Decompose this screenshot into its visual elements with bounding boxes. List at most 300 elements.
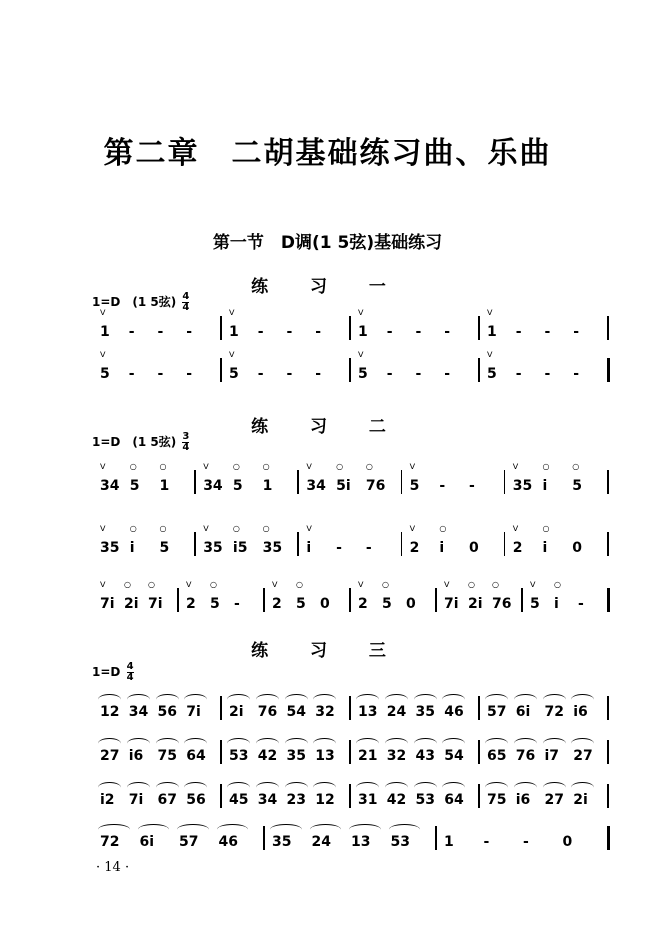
measure <box>178 580 264 620</box>
measure <box>92 462 195 502</box>
bowing-mark-icon: ○ <box>159 524 167 533</box>
bowing-mark-icon: ᐯ <box>186 580 192 589</box>
note-group: - <box>469 478 475 494</box>
note-group: - <box>157 324 164 340</box>
slur-mark <box>184 738 207 749</box>
key-signature <box>92 292 189 313</box>
note-group: - <box>444 366 451 382</box>
note-group: 54 <box>444 748 464 764</box>
measure <box>221 692 350 728</box>
slur-mark <box>356 738 379 749</box>
slur-mark <box>256 782 279 793</box>
time-top: 4 <box>182 291 190 302</box>
note-group: 2 <box>512 540 523 556</box>
time-top: 4 <box>126 661 134 672</box>
note-group: 7i <box>186 704 201 720</box>
note-group: 5 <box>129 478 140 494</box>
note-group: 54 <box>286 704 306 720</box>
bowing-mark-icon: ᐯ <box>306 462 312 471</box>
chapter-title: 第二章 二胡基础练习曲、乐曲 <box>103 136 552 171</box>
note-group: 5 <box>210 596 220 612</box>
slur-mark <box>414 738 437 749</box>
time-signature <box>182 292 189 313</box>
bowing-mark-icon: ᐯ <box>487 308 493 317</box>
note-group: 1 <box>229 324 239 340</box>
note-group: - <box>544 324 551 340</box>
note-group: 13 <box>351 834 371 850</box>
note-group: 34 <box>306 478 326 494</box>
slur-mark <box>156 694 179 705</box>
slur-mark <box>256 694 279 705</box>
bowing-mark-icon: ᐯ <box>358 350 364 359</box>
measure <box>350 780 479 816</box>
note-group: 34 <box>128 704 149 720</box>
note-group: i6 <box>128 748 144 764</box>
bowing-mark-icon: ○ <box>542 524 550 533</box>
slur-mark <box>571 738 594 749</box>
note-group: 72 <box>100 834 120 850</box>
barline <box>607 740 609 764</box>
bowing-mark-icon: ᐯ <box>358 308 364 317</box>
note-group: - <box>515 366 522 382</box>
note-group: 24 <box>386 704 407 720</box>
bowing-mark-icon: ᐯ <box>409 462 416 471</box>
note-group: 42 <box>386 792 407 808</box>
staff-line <box>92 580 614 620</box>
note-group: 57 <box>179 834 199 850</box>
staff-line <box>92 462 614 502</box>
measure <box>436 580 522 620</box>
slur-mark <box>385 738 408 749</box>
bowing-mark-icon: ○ <box>124 580 131 589</box>
slur-mark <box>442 782 465 793</box>
note-group: 65 <box>487 748 507 764</box>
note-group: 5i <box>336 478 351 494</box>
final-barline <box>607 826 610 850</box>
bowing-mark-icon: ᐯ <box>203 462 209 471</box>
slur-mark <box>285 782 308 793</box>
note-group: - <box>286 366 293 382</box>
time-bottom: 4 <box>182 302 190 313</box>
note-group: 5 <box>409 478 420 494</box>
bowing-mark-icon: ○ <box>439 524 447 533</box>
slur-mark <box>313 782 336 793</box>
measure <box>479 692 608 728</box>
note-group: i <box>542 478 548 494</box>
slur-mark <box>127 738 150 749</box>
slur-mark <box>485 782 508 793</box>
note-group: 5 <box>229 366 239 382</box>
measure <box>436 822 608 858</box>
note-group: 5 <box>159 540 170 556</box>
note-group: 5 <box>487 366 497 382</box>
slur-mark <box>543 782 566 793</box>
note-group: 13 <box>315 748 335 764</box>
note-group: i <box>306 540 312 556</box>
note-group: 56 <box>186 792 206 808</box>
final-barline <box>607 588 610 612</box>
slur-mark <box>543 738 566 749</box>
note-group: - <box>386 324 393 340</box>
bowing-mark-icon: ᐯ <box>409 524 416 533</box>
key-text: 1=D <box>92 665 121 679</box>
slur-mark <box>442 738 465 749</box>
measure <box>479 780 608 816</box>
note-group: 1 <box>262 478 273 494</box>
note-group: 0 <box>320 596 330 612</box>
bowing-mark-icon: ○ <box>129 524 137 533</box>
bowing-mark-icon: ᐯ <box>100 308 106 317</box>
slur-mark <box>184 782 207 793</box>
bowing-mark-icon: ○ <box>232 462 240 471</box>
note-group: 0 <box>406 596 416 612</box>
measure <box>350 580 436 620</box>
bowing-mark-icon: ○ <box>468 580 475 589</box>
slur-mark <box>138 824 170 835</box>
note-group: - <box>544 366 551 382</box>
slur-mark <box>98 738 121 749</box>
measure <box>298 462 401 502</box>
measure <box>264 822 436 858</box>
slur-mark <box>514 694 537 705</box>
note-group: i <box>542 540 548 556</box>
note-group: - <box>315 324 322 340</box>
note-group: i2 <box>100 792 115 808</box>
time-top: 3 <box>182 431 190 442</box>
bowing-mark-icon: ᐯ <box>229 350 235 359</box>
note-group: 1 <box>444 834 454 850</box>
bowing-mark-icon: ᐯ <box>272 580 278 589</box>
note-group: 2i <box>468 596 483 612</box>
note-group: - <box>128 366 135 382</box>
measure <box>92 580 178 620</box>
slur-mark <box>349 824 381 835</box>
measure <box>195 524 298 564</box>
note-group: 1 <box>100 324 110 340</box>
note-group: 35 <box>512 478 533 494</box>
slur-mark <box>227 694 250 705</box>
time-bottom: 4 <box>126 672 134 683</box>
note-group: - <box>157 366 164 382</box>
note-group: i6 <box>573 704 588 720</box>
note-group: - <box>315 366 322 382</box>
staff-line <box>92 736 614 772</box>
measure <box>350 308 479 348</box>
barline <box>607 696 609 720</box>
key-signature <box>92 432 189 453</box>
note-group: 35 <box>100 540 120 556</box>
note-group: - <box>186 324 193 340</box>
bowing-mark-icon: ○ <box>382 580 389 589</box>
measure <box>92 736 221 772</box>
note-group: 27 <box>544 792 564 808</box>
note-group: 53 <box>390 834 410 850</box>
slur-mark <box>414 694 437 705</box>
measure <box>298 524 401 564</box>
note-group: 43 <box>415 748 435 764</box>
page-number: · 14 · <box>96 860 130 875</box>
note-group: 27 <box>100 748 120 764</box>
slur-mark <box>270 824 302 835</box>
exercise-title: 练 习 一 <box>251 277 404 297</box>
measure <box>479 350 608 390</box>
note-group: 56 <box>157 704 177 720</box>
staff-line <box>92 822 614 858</box>
measure <box>350 350 479 390</box>
staff-line <box>92 780 614 816</box>
measure <box>350 692 479 728</box>
bowing-mark-icon: ○ <box>296 580 303 589</box>
slur-mark <box>543 694 566 705</box>
bowing-mark-icon: ᐯ <box>444 580 450 589</box>
note-group: 35 <box>262 540 283 556</box>
note-group: - <box>386 366 393 382</box>
bowing-mark-icon: ᐯ <box>100 350 106 359</box>
note-group: 45 <box>229 792 249 808</box>
bowing-mark-icon: ᐯ <box>100 524 106 533</box>
slur-mark <box>514 782 537 793</box>
barline <box>607 470 609 494</box>
note-group: 23 <box>286 792 306 808</box>
note-group: 7i <box>148 596 163 612</box>
note-group: - <box>439 478 446 494</box>
note-group: - <box>573 366 580 382</box>
note-group: - <box>128 324 135 340</box>
bowing-mark-icon: ○ <box>554 580 561 589</box>
measure <box>350 736 479 772</box>
measure <box>264 580 350 620</box>
note-group: 5 <box>382 596 392 612</box>
note-group: 34 <box>257 792 278 808</box>
staff-line <box>92 524 614 564</box>
note-group: - <box>523 834 529 850</box>
slur-mark <box>310 824 342 835</box>
note-group: 1 <box>358 324 368 340</box>
note-group: 2 <box>358 596 368 612</box>
note-group: - <box>444 324 451 340</box>
note-group: 46 <box>444 704 464 720</box>
slur-mark <box>127 782 150 793</box>
measure <box>522 580 608 620</box>
note-group: 0 <box>469 540 479 556</box>
measure <box>479 308 608 348</box>
note-group: 35 <box>415 704 435 720</box>
measure <box>479 736 608 772</box>
bowing-mark-icon: ○ <box>232 524 240 533</box>
key-text: 1=D (1 5弦) <box>92 295 177 309</box>
note-group: 27 <box>573 748 593 764</box>
time-signature <box>182 432 189 453</box>
note-group: 34 <box>100 478 120 494</box>
note-group: 7i <box>128 792 144 808</box>
note-group: 5 <box>530 596 540 612</box>
note-group: 5 <box>296 596 306 612</box>
measure <box>221 736 350 772</box>
note-group: 31 <box>358 792 378 808</box>
note-group: 5 <box>358 366 368 382</box>
bowing-mark-icon: ᐯ <box>100 462 106 471</box>
slur-mark <box>127 694 150 705</box>
bowing-mark-icon: ᐯ <box>306 524 312 533</box>
note-group: i <box>554 596 559 612</box>
note-group: - <box>234 596 240 612</box>
staff-line <box>92 350 614 390</box>
note-group: 2i <box>573 792 588 808</box>
note-group: 53 <box>229 748 249 764</box>
note-group: 5 <box>572 478 582 494</box>
note-group: 0 <box>572 540 582 556</box>
note-group: - <box>578 596 584 612</box>
slur-mark <box>313 694 336 705</box>
slur-mark <box>156 782 179 793</box>
slur-mark <box>184 694 207 705</box>
slur-mark <box>356 694 379 705</box>
measure <box>505 462 608 502</box>
bowing-mark-icon: ○ <box>572 462 580 471</box>
slur-mark <box>385 782 408 793</box>
measure <box>195 462 298 502</box>
note-group: 5 <box>100 366 110 382</box>
note-group: 2 <box>272 596 282 612</box>
note-group: 1 <box>487 324 497 340</box>
slur-mark <box>156 738 179 749</box>
bowing-mark-icon: ○ <box>159 462 167 471</box>
barline <box>607 784 609 808</box>
exercise-title: 练 习 三 <box>251 641 404 661</box>
note-group: 21 <box>358 748 378 764</box>
note-group: 2 <box>409 540 420 556</box>
staff-line <box>92 692 614 728</box>
bowing-mark-icon: ᐯ <box>530 580 536 589</box>
note-group: 35 <box>203 540 223 556</box>
measure <box>92 308 221 348</box>
slur-mark <box>485 694 508 705</box>
note-group: 2i <box>124 596 139 612</box>
note-group: 32 <box>386 748 407 764</box>
slur-mark <box>227 782 250 793</box>
note-group: i <box>439 540 445 556</box>
bowing-mark-icon: ᐯ <box>358 580 364 589</box>
slur-mark <box>389 824 421 835</box>
note-group: - <box>336 540 342 556</box>
note-group: 75 <box>157 748 177 764</box>
note-group: 2i <box>229 704 244 720</box>
note-group: - <box>286 324 293 340</box>
note-group: 76 <box>492 596 512 612</box>
note-group: i5 <box>232 540 248 556</box>
measure <box>221 308 350 348</box>
note-group: 32 <box>315 704 335 720</box>
note-group: 0 <box>562 834 573 850</box>
slur-mark <box>98 824 130 835</box>
slur-mark <box>442 694 465 705</box>
note-group: 6i <box>139 834 155 850</box>
slur-mark <box>98 694 121 705</box>
slur-mark <box>571 782 594 793</box>
staff-line <box>92 308 614 348</box>
note-group: - <box>415 324 422 340</box>
note-group: - <box>483 834 490 850</box>
slur-mark <box>414 782 437 793</box>
note-group: - <box>515 324 522 340</box>
slur-mark <box>571 694 594 705</box>
bowing-mark-icon: ○ <box>262 524 270 533</box>
note-group: 35 <box>286 748 306 764</box>
note-group: 57 <box>487 704 507 720</box>
bowing-mark-icon: ○ <box>210 580 217 589</box>
note-group: 24 <box>311 834 331 850</box>
bowing-mark-icon: ○ <box>336 462 344 471</box>
note-group: 7i <box>444 596 459 612</box>
slur-mark <box>514 738 537 749</box>
measure <box>92 822 264 858</box>
bowing-mark-icon: ᐯ <box>512 524 519 533</box>
note-group: 64 <box>444 792 464 808</box>
note-group: 6i <box>515 704 531 720</box>
note-group: 2 <box>186 596 196 612</box>
note-group: 75 <box>487 792 507 808</box>
note-group: 67 <box>157 792 177 808</box>
note-group: 42 <box>257 748 278 764</box>
slur-mark <box>256 738 279 749</box>
note-group: - <box>257 366 264 382</box>
measure <box>92 692 221 728</box>
note-group: i <box>129 540 135 556</box>
key-signature <box>92 662 134 683</box>
measure <box>402 462 505 502</box>
slur-mark <box>313 738 336 749</box>
note-group: 72 <box>544 704 564 720</box>
note-group: i7 <box>544 748 560 764</box>
note-group: - <box>415 366 422 382</box>
note-group: 53 <box>415 792 435 808</box>
final-barline <box>607 358 610 382</box>
note-group: 1 <box>159 478 170 494</box>
key-text: 1=D (1 5弦) <box>92 435 177 449</box>
bowing-mark-icon: ᐯ <box>487 350 493 359</box>
slur-mark <box>485 738 508 749</box>
slur-mark <box>285 694 308 705</box>
note-group: 76 <box>365 478 386 494</box>
slur-mark <box>98 782 121 793</box>
measure <box>402 524 505 564</box>
note-group: - <box>573 324 580 340</box>
note-group: 35 <box>272 834 292 850</box>
note-group: 12 <box>315 792 335 808</box>
note-group: 46 <box>218 834 238 850</box>
bowing-mark-icon: ᐯ <box>512 462 519 471</box>
note-group: 7i <box>100 596 115 612</box>
bowing-mark-icon: ○ <box>365 462 373 471</box>
bowing-mark-icon: ○ <box>492 580 499 589</box>
note-group: 12 <box>100 704 120 720</box>
bowing-mark-icon: ○ <box>129 462 137 471</box>
note-group: 13 <box>358 704 378 720</box>
exercise-title: 练 习 二 <box>251 417 404 437</box>
slur-mark <box>227 738 250 749</box>
bowing-mark-icon: ○ <box>262 462 270 471</box>
slur-mark <box>356 782 379 793</box>
bowing-mark-icon: ○ <box>148 580 155 589</box>
note-group: 76 <box>515 748 536 764</box>
bowing-mark-icon: ᐯ <box>100 580 106 589</box>
barline <box>607 532 609 556</box>
barline <box>607 316 609 340</box>
slur-mark <box>285 738 308 749</box>
note-group: - <box>365 540 372 556</box>
note-group: - <box>186 366 193 382</box>
time-signature <box>127 662 134 683</box>
